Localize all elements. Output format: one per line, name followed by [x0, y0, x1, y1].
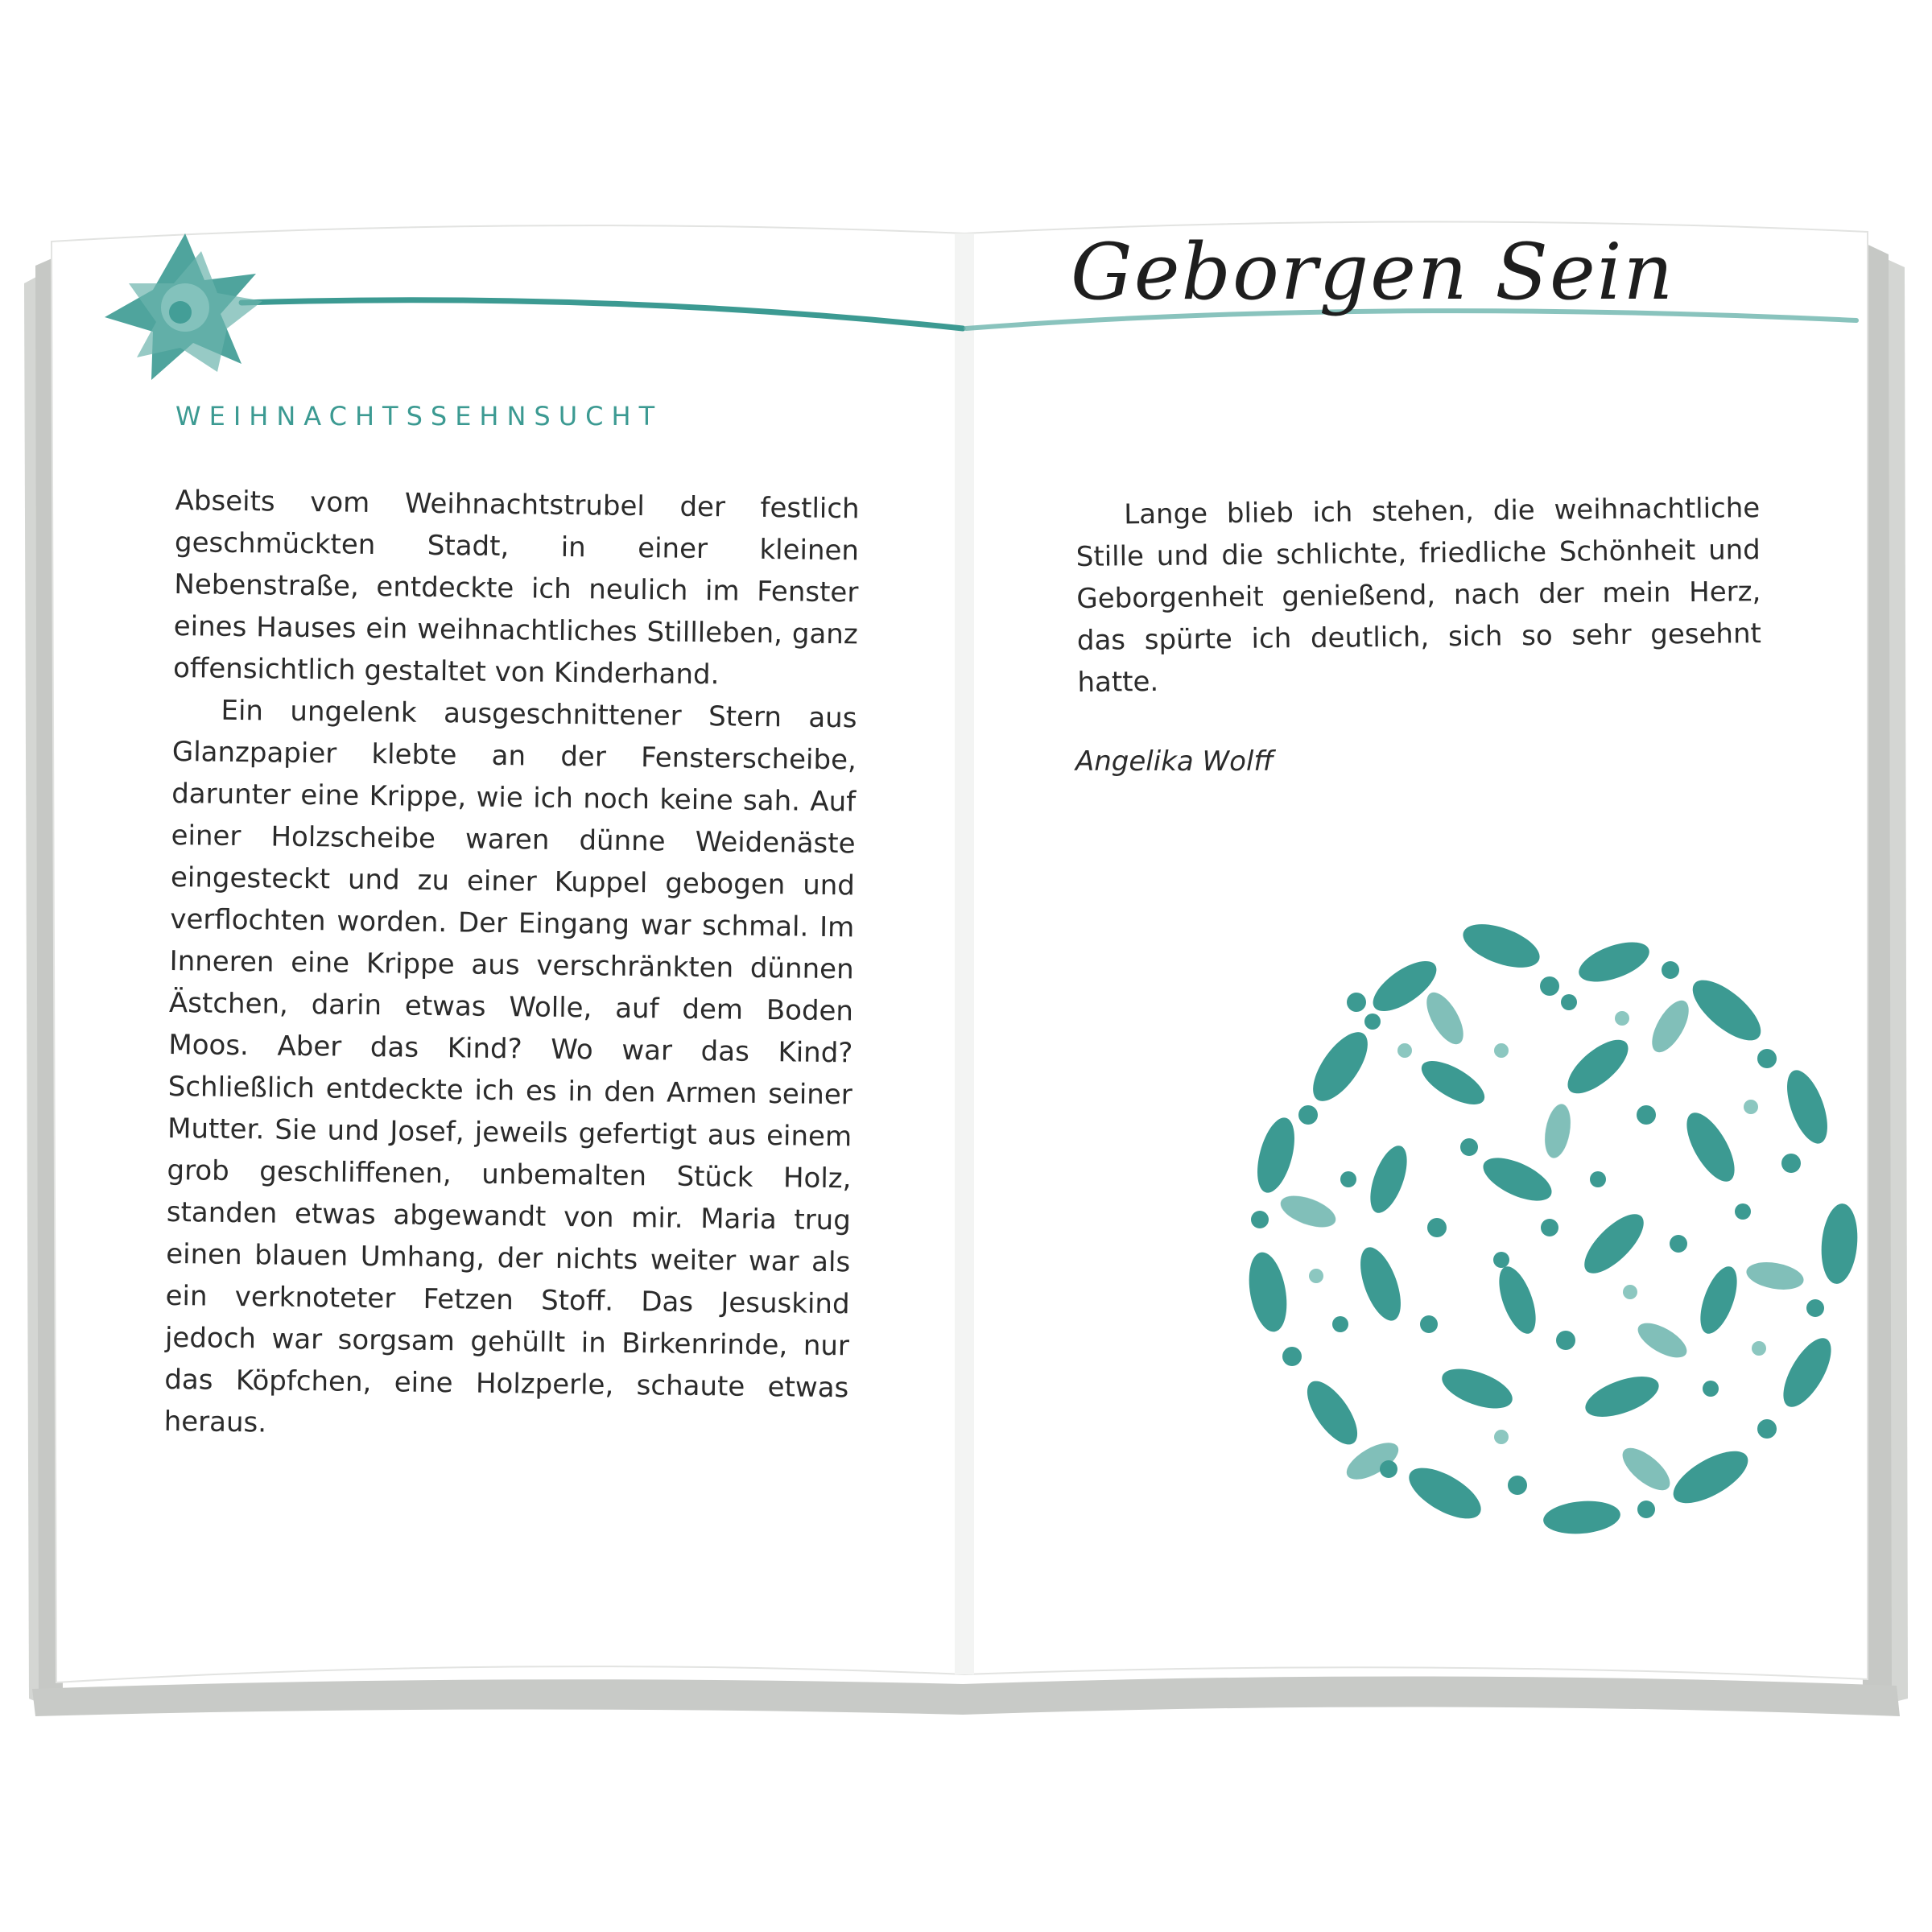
left-paragraph-2: Ein ungelenk ausgeschnittener Stern aus Glanzpapier klebte an der Fensterscheibe, darunter eine Krippe, wie ich noch keine sah. Auf einer Holzscheibe waren dünne Weidenäste eingesteckt und zu einer Kuppel gebogen und verflochten worden. Der Eingang war schmal. Im Inneren eine Krippe aus verschränkten dünnen Ästchen, darin etwas Wolle, auf dem Boden Moos. Aber das Kind? Wo war das Kind? Schließlich entdeckte ich es in den Armen seiner Mutter. Sie und Josef, jeweils gefertigt aus einem grob geschliffenen, unbemalten Stück Holz, standen etwas abgewandt von mir. Maria trug einen blauen Umhang, der nichts weiter war als ein verknoteter Fetzen Stoff. Das Jesuskind jedoch war sorgsam gehüllt in Birkenrinde, nur das Köpfchen, eine Holzperle, schaute etwas heraus.	[163, 694, 857, 1439]
section-title: WEIHNACHTSSEHNSUCHT	[175, 401, 663, 431]
left-paragraph-1: Abseits vom Weihnachtstrubel der festlich geschmückten Stadt, in einer kleinen Nebenstraße, entdeckte ich neulich im Fenster eines Hauses ein weihnachtliches Stillleben, ganz offensichtlich gestaltet von Kinderhand.	[172, 484, 860, 691]
handwritten-title: Geborgen Sein	[1071, 227, 1675, 317]
right-paragraph: Lange blieb ich stehen, die weihnachtliche Stille und die schlichte, friedliche Schönheit und Geborgenheit genießend, nach der mein Herz, das spürte ich deutlich, sich so sehr gesehnt hatte.	[1075, 492, 1762, 699]
bottom-page-edge	[32, 1676, 1900, 1716]
right-page-body	[1075, 487, 1762, 704]
left-page-body	[163, 480, 860, 1451]
gutter-shadow	[955, 233, 974, 1674]
author-name: Angelika Wolff	[1075, 745, 1274, 778]
